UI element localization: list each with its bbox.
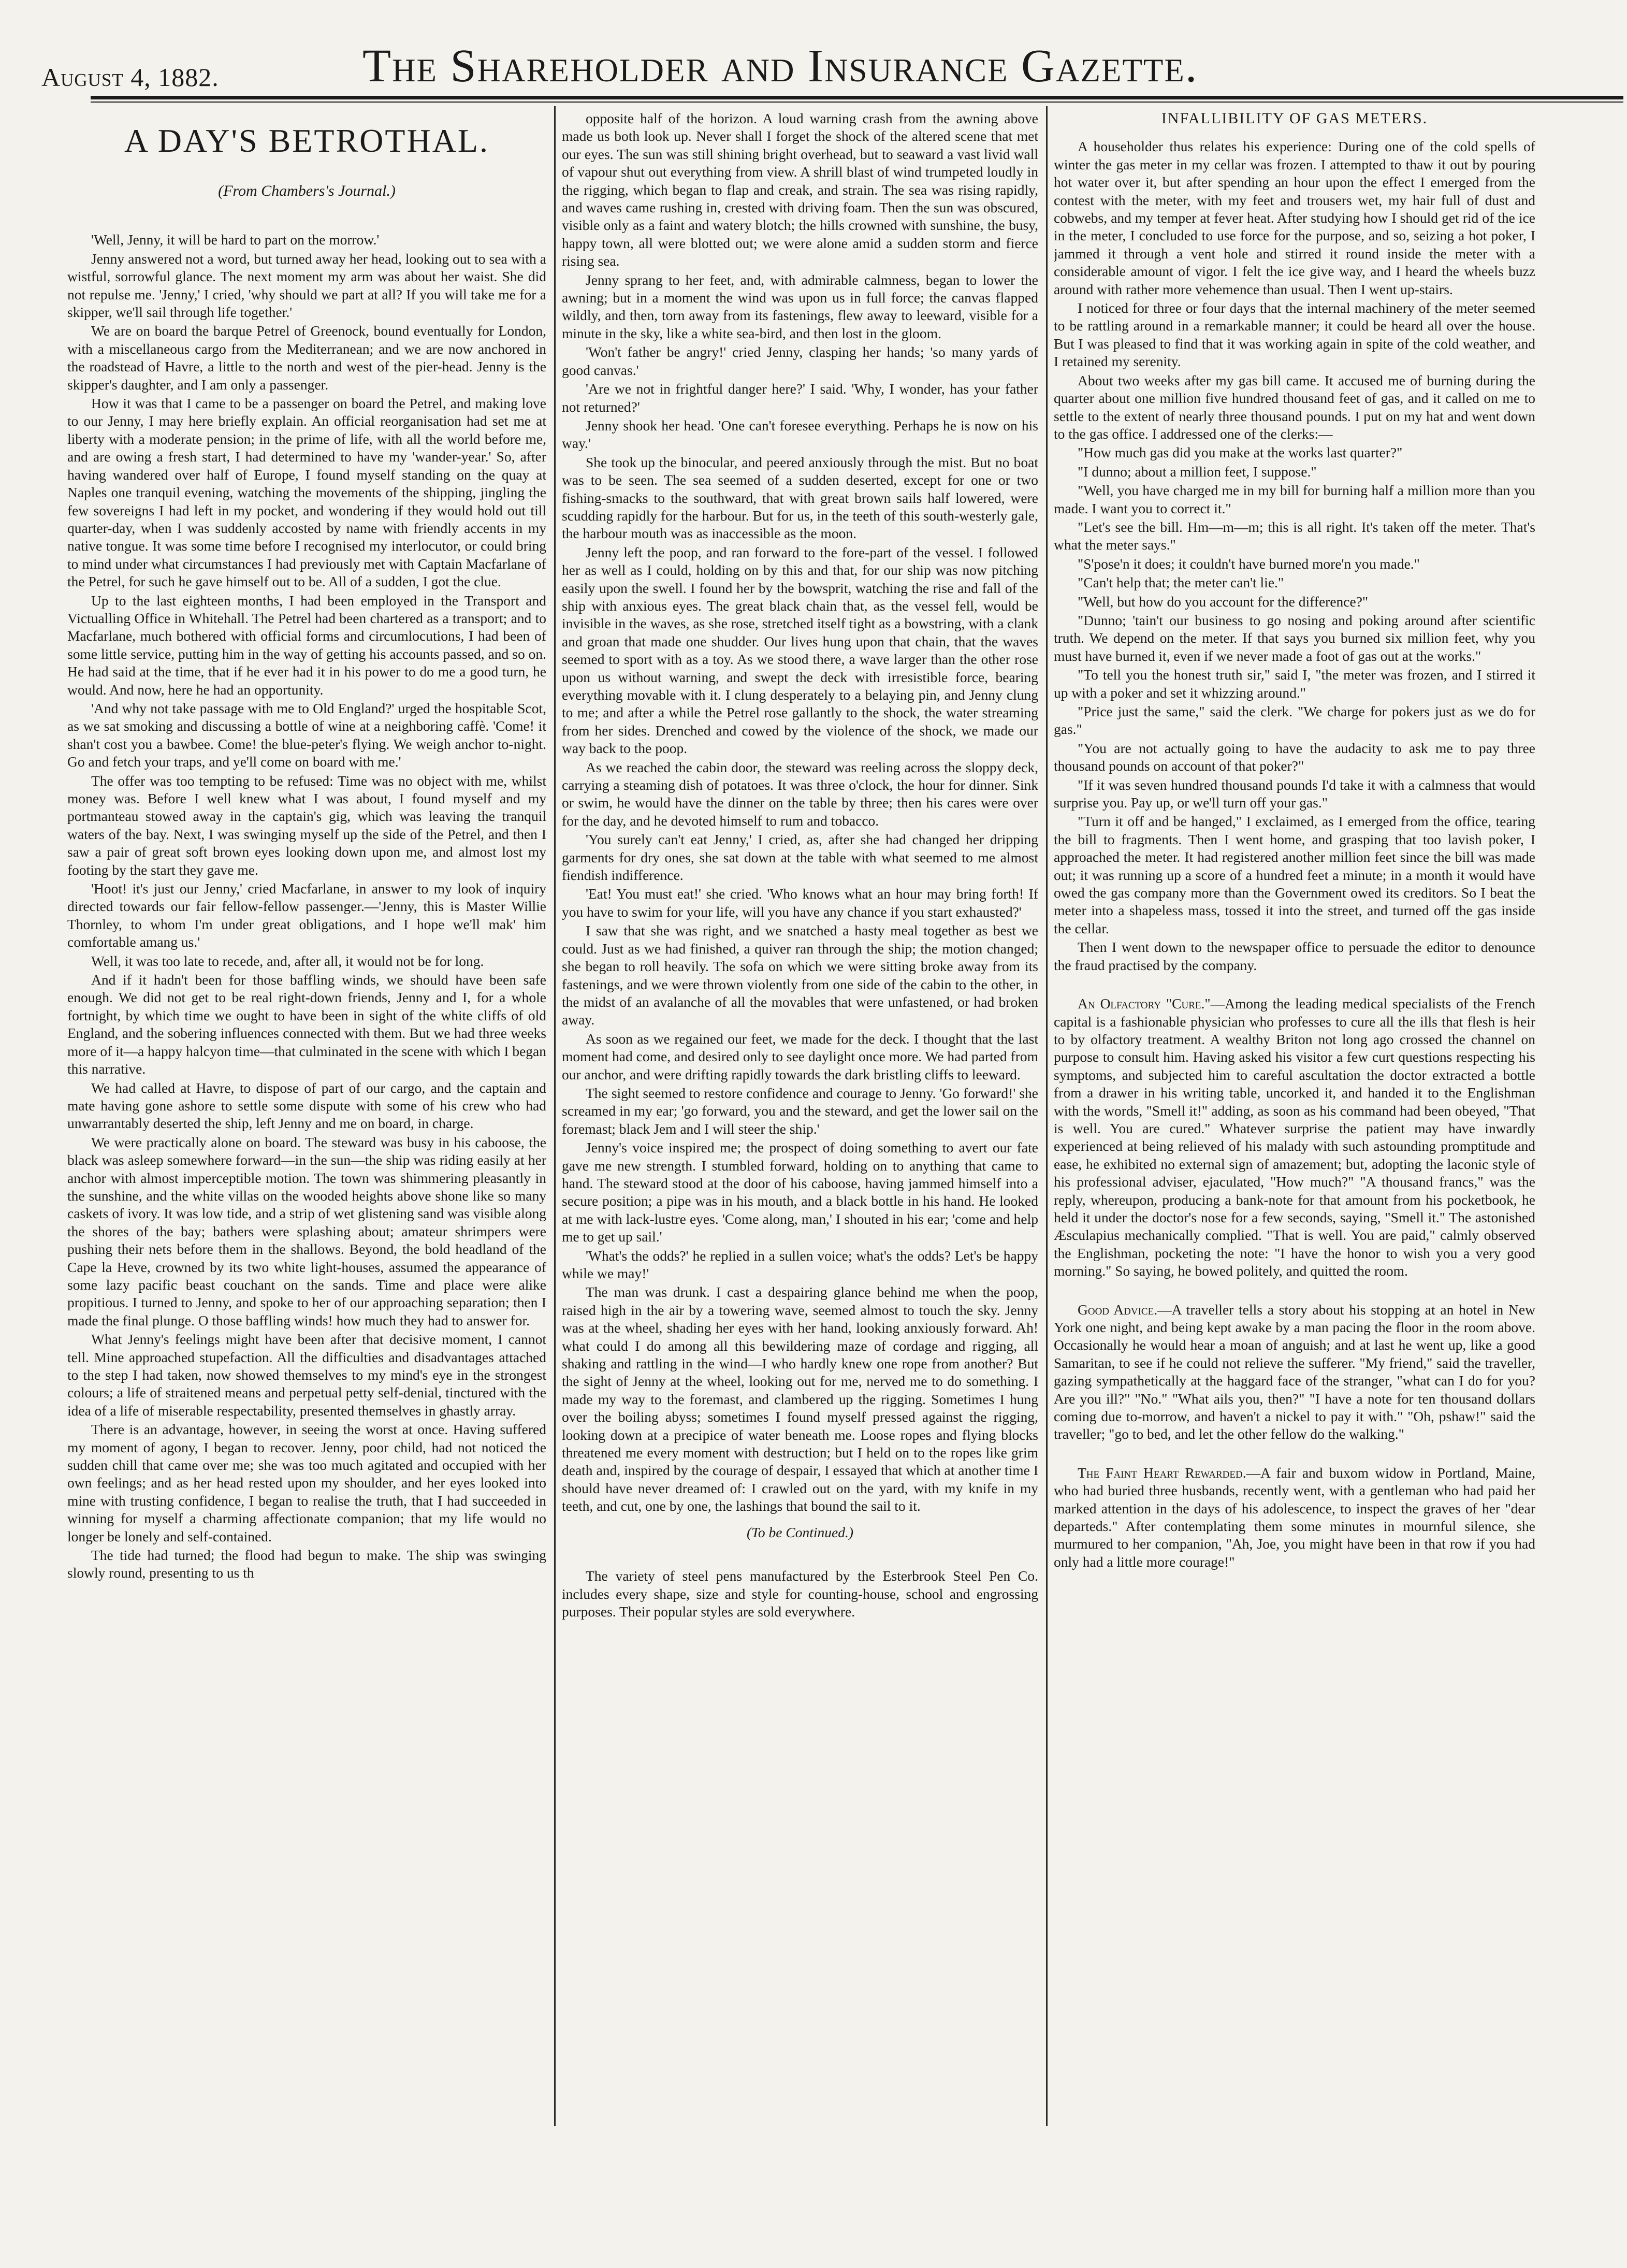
paragraph: "I dunno; about a million feet, I suppose." xyxy=(1078,463,1317,480)
paragraph: "Can't help that; the meter can't lie." xyxy=(1078,574,1284,591)
paragraph: "Price just the same," said the clerk. "We charge for pokers just as we do for gas." xyxy=(1054,703,1535,738)
paragraph: About two weeks after my gas bill came. It accused me of burning during the quarter about one million five hundred thousand feet of gas, and it called on me to settle to the extent of nearly three thousand pounds. I put on my hat and went down to the gas office. I addressed one of the clerks:— xyxy=(1054,372,1535,442)
column-divider xyxy=(554,106,556,2126)
paragraph: Jenny sprang to her feet, and, with admirable calmness, began to lower the awning; but in a moment the wind was upon us in full force; the canvas flapped wildly, and then, torn away from its fastenings, flew away to leeward, visible for a minute in the sky, like a white sea-bird, and then lost in the gloom. xyxy=(562,271,1038,341)
paragraph: How it was that I came to be a passenger on board the Petrel, and making love to our Jenny, I may here briefly explain. An official reorganisation had set me at liberty with a moderate pension; in the prime of life, with all the world before me, and are owing a fresh start, I had determined to have my 'wander-year.' So, after having wandered over half of Europe, I found myself standing on the quay at Naples one tranquil evening, watching the movements of the shipping, jingling the few sovereigns I had left in my pocket, and wondering if they would hold out till quarter-day, when I was suddenly accosted by name with friendly accents in my native tongue. It was some time before I recognised my interlocutor, or could bring to mind under what circumstances I had previously met with Captain Macfarlane of the Petrel, for such he gave himself out to be. All of a sudden, I got the clue. xyxy=(67,395,546,590)
paragraph: "To tell you the honest truth sir," said I, "the meter was frozen, and I stirred it up with a poker and set it whizzing around." xyxy=(1054,667,1535,701)
paragraph: "How much gas did you make at the works last quarter?" xyxy=(1078,444,1403,461)
paragraph: The tide had turned; the flood had begun to make. The ship was swinging slowly round, presenting to us th xyxy=(67,1547,546,1581)
newspaper-title: The Shareholder and Insurance Gazette. xyxy=(362,40,1198,92)
olfactory-cure-text: —Among the leading medical specialists of the French capital is a fashionable physician who professes to cure all the ills that flesh is heir to by olfactory treatment. A wealthy Briton not long ago crossed the channel on purpose to consult him. Having asked his visitor a few curt questions respecting his symptoms, and subjected him to careful ascultation the doctor extracted a bottle from a drawer in his writing table, uncorked it, and handed it to the Englishman with the words, "Smell it!" adding, as soon as his command had been obeyed, "That is well. You are cured." Whatever surprise the patient may have inwardly experienced at being relieved of his malady with such astounding promptitude and ease, he exhibited no external sign of amazement; but, adopting the laconic style of his professional adviser, ejaculated, "How much?" "A thousand francs," was the reply, whereupon, producing a bank-note for that amount from his pocketbook, he held it under the doctor's nose for a few seconds, saying, "Smell it." The astonished Æsculapius mechanically complied. "That is well. You are paid," calmly observed the Englishman, pocketing the note: "I have the honor to wish you a very good morning." So saying, he bowed politely, and quitted the room. xyxy=(1054,995,1535,1279)
story-title: A DAY'S BETROTHAL. xyxy=(124,122,489,159)
paragraph: opposite half of the horizon. A loud warning crash from the awning above made us both look up. Never shall I forget the shock of the altered scene that met our eyes. The sun was still shining bright overhead, but to seaward a vast livid wall of vapour shut out everything from view. A shrill blast of wind trumpeted loudly in the rigging, which began to flap and creak, and strain. The sea was rising rapidly, and waves came rushing in, crested with driving foam. Then the sun was obscured, visible only as a faint and watery blotch; the hills crowned with sunshine, the busy, happy town, all were blotted out; we were alone amid a sudden storm and fierce rising sea. xyxy=(562,110,1038,269)
paragraph: Then I went down to the newspaper office to persuade the editor to denounce the fraud practised by the company. xyxy=(1054,939,1535,973)
paragraph: A householder thus relates his experience: During one of the cold spells of winter the gas meter in my cellar was frozen. I attempted to thaw it out by pouring hot water over it, but after spending an hour upon the effect I emerged from the contest with the meter, with my feet and trousers wet, my hair full of dust and cobwebs, and my temper at fever heat. After studying how I should get rid of the ice in the meter, I concluded to use force for the purpose, and so, seizing a hot poker, I jammed it through a vent hole and stirred it round inside the meter with a considerable amount of vigor. I felt the ice give way, and I heard the wheels buzz around with rather more vehemence than usual. Then I went up-stairs. xyxy=(1054,138,1535,297)
paragraph: As soon as we regained our feet, we made for the deck. I thought that the last moment had come, and desired only to see daylight once more. We had parted from our anchor, and were drifting rapidly towards the dark bristling cliffs to leeward. xyxy=(562,1030,1038,1082)
paragraph: "Let's see the bill. Hm—m—m; this is all right. It's taken off the meter. That's what the meter says." xyxy=(1054,518,1535,553)
story-body-part-2 xyxy=(562,110,1038,1515)
paragraph: There is an advantage, however, in seeing the worst at once. Having suffered my moment of agony, I began to recover. Jenny, poor child, had not noticed the sudden chill that came over me; she was too much agitated and occupied with her own feelings; and as her head rested upon my shoulder, and her eyes looked into mine with trusting confidence, I began to realise the truth, that I had succeeded in winning for myself a charming affectionate companion; that my life would no longer be lonely and self-contained. xyxy=(67,1421,546,1544)
paragraph: 'You surely can't eat Jenny,' I cried, as, after she had changed her dripping garments for dry ones, she sat down at the table with what seemed to me almost fiendish indifference. xyxy=(562,831,1038,884)
issue-date: August 4, 1882. xyxy=(41,63,219,92)
paragraph: "S'pose'n it does; it couldn't have burned more'n you made." xyxy=(1078,555,1420,572)
olfactory-cure-heading: An Olfactory "Cure." xyxy=(1078,995,1211,1012)
paragraph: We had called at Havre, to dispose of part of our cargo, and the captain and mate having gone ashore to settle some dispute with some of his crew who had unwarrantably deserted the ship, left Jenny and me on board, in charge. xyxy=(67,1079,546,1132)
paragraph: She took up the binocular, and peered anxiously through the mist. But no boat was to be seen. The sea seemed of a sudden deserted, except for one or two fishing-smacks to the southward, that with great brown sails half lowered, were scudding rapidly for the harbour. But for us, in the teeth of this south-westerly gale, the harbour mouth was as inaccessible as the moon. xyxy=(562,454,1038,542)
paragraph: The man was drunk. I cast a despairing glance behind me when the poop, raised high in the air by a towering wave, seemed almost to touch the sky. Jenny was at the wheel, shading her eyes with her hand, looking anxiously forward. Ah! what could I do among all this bewildering maze of cordage and rigging, all shaking and rattling in the wind—I who hardly knew one rope from another? But the sight of Jenny at the wheel, looking out for me, nerved me to do something. I made my way to the foremast, and clambered up the rigging. Sometimes I hung over the boiling abyss; sometimes I found myself pressed against the rigging, looking down at a precipice of water beneath me. Loose ropes and flying blocks threatened me every moment with destruction; but I held on to the ropes like grim death and, inspired by the courage of despair, I essayed that which at another time I should have never dreamed of: I crawled out on the yard, with my knife in my teeth, and cut, one by one, the lashings that bound the sail to it. xyxy=(562,1284,1038,1514)
paragraph: We were practically alone on board. The steward was busy in his caboose, the black was asleep somewhere forward—in the sun—the ship was riding easily at her anchor with almost imperceptible motion. The town was shimmering pleasantly in the sunshine, and the white villas on the wooded heights above shone like so many caskets of ivory. It was low tide, and a strip of wet glistening sand was visible along the shores of the bay; bathers were splashing about; amateur shrimpers were pushing their nets before them in the shallows. Beyond, the bold headland of the Cape la Heve, crowned by its two white light-houses, assumed the appearance of some lazy pacific beast couchant on the sands. Time and place were alike propitious. I turned to Jenny, and spoke to her of our approaching separation; then I made the final plunge. O those baffling winds! how much they had to answer for. xyxy=(67,1134,546,1328)
paragraph: We are on board the barque Petrel of Greenock, bound eventually for London, with a miscellaneous cargo from the Mediterranean; and we are now anchored in the roadstead of Havre, a little to the north and west of the pier-head. Jenny is the skipper's daughter, and I am only a passenger. xyxy=(67,323,546,393)
paragraph: Jenny shook her head. 'One can't foresee everything. Perhaps he is now on his way.' xyxy=(562,417,1038,452)
olfactory-cure-item xyxy=(1054,995,1535,1280)
paragraph: "Dunno; 'tain't our business to go nosing and poking around after scientific truth. We depend on the meter. If that says you burned six million feet, why you must have burned it, even if we never made a foot of gas out at the works." xyxy=(1054,612,1535,664)
good-advice-heading: Good Advice. xyxy=(1078,1301,1158,1318)
paragraph: Well, it was too late to recede, and, after all, it would not be for long. xyxy=(91,952,484,969)
faint-heart-text: —A fair and buxom widow in Portland, Maine, who had buried three husbands, recently went, with a gentleman who had paid her marked attention in the days of his adolescence, to inspect the graves of her "dear departeds." After contemplating them some minutes in mournful silence, she murmured to her companion, "Ah, Joe, you might have been in that row if you had only had a little more courage!" xyxy=(1054,1464,1535,1570)
paragraph: I saw that she was right, and we snatched a hasty meal together as best we could. Just as we had finished, a quiver ran through the ship; the motion changed; she began to roll heavily. The sofa on which we were sitting broke away from its fastenings, and we were thrown violently from one side of the cabin to the other, in the midst of an avalanche of all the movables that were unfastened, or had broken away. xyxy=(562,922,1038,1028)
paragraph: Jenny's voice inspired me; the prospect of doing something to avert our fate gave me new strength. I stumbled forward, holding on to anything that came to hand. The steward stood at the door of his caboose, having jammed himself into a secure position; a pipe was in his mouth, and a black bottle in his hand. He looked at me with lack-lustre eyes. 'Come along, man,' I shouted in his ear; 'come and help me to get up sail.' xyxy=(562,1139,1038,1245)
paragraph: "Well, you have charged me in my bill for burning half a million more than you made. I want you to correct it." xyxy=(1054,482,1535,516)
column-3 xyxy=(1054,110,1535,2130)
masthead-rule-thin xyxy=(91,102,1623,103)
paragraph: 'And why not take passage with me to Old England?' urged the hospitable Scot, as we sat smoking and discussing a bottle of wine at a neighboring caffè. 'Come! it shan't cost you a bawbee. Come! the blue-peter's flying. We weigh anchor to-night. Go and fetch your traps, and ye'll come on board with me.' xyxy=(67,700,546,770)
good-advice-item xyxy=(1054,1301,1535,1443)
paragraph: 'Are we not in frightful danger here?' I said. 'Why, I wonder, has your father not returned?' xyxy=(562,381,1038,415)
good-advice-text: —A traveller tells a story about his stopping at an hotel in New York one night, and being kept awake by a man pacing the floor in the room above. Occasionally he would hear a moan of anguish; and at last he went up, like a good Samaritan, to see if he could not relieve the sufferer. "My friend," said the traveller, gazing sympathetically at the haggard face of the stranger, "what can I do for you? Are you ill?" "No." "What ails you, then?" "I have a note for ten thousand dollars coming due to-morrow, and haven't a nickel to pay it with." "Oh, pshaw!" said the traveller; "go to bed, and let the other fellow do the walking." xyxy=(1054,1301,1535,1442)
paragraph: The offer was too tempting to be refused: Time was no object with me, whilst money was. Before I well knew what I was about, I found myself and my portmanteau stowed away in the captain's gig, which was leaving the tranquil waters of the bay. Next, I was swinging myself up the side of the Petrel, and then I saw a pair of great soft brown eyes looking down upon me, and almost lost my footing by the start they gave me. xyxy=(67,772,546,878)
faint-heart-item xyxy=(1054,1464,1535,1571)
column-1 xyxy=(67,110,546,2130)
paragraph: "Turn it off and be hanged," I exclaimed, as I emerged from the office, tearing the bill to fragments. Then I went home, and grasping that too lavish poker, I approached the meter. It had registered another million feet since the bill was made out; it was running up a score of a hundred feet a minute; in a month it would have owed the gas company more than the Government owed its creditors. So I beat the meter into a shapeless mass, tossed it into the street, and turned off the gas inside the cellar. xyxy=(1054,813,1535,936)
masthead xyxy=(0,0,1627,98)
gas-meters-article xyxy=(1054,138,1535,974)
faint-heart-heading: The Faint Heart Rewarded. xyxy=(1078,1464,1246,1481)
paragraph: 'Eat! You must eat!' she cried. 'Who knows what an hour may bring forth! If you have to swim for your life, will you have any chance if you start exhausted?' xyxy=(562,886,1038,920)
paragraph: 'Won't father be angry!' cried Jenny, clasping her hands; 'so many yards of good canvas.' xyxy=(562,344,1038,378)
column-divider xyxy=(1046,106,1048,2126)
masthead-rule xyxy=(91,96,1623,99)
column-2 xyxy=(562,110,1038,2130)
paragraph: Jenny answered not a word, but turned away her head, looking out to sea with a wistful, sorrowful glance. The next moment my arm was about her waist. She did not repulse me. 'Jenny,' I cried, 'why should we part at all? If you will take me for a skipper, we'll sail through life together.' xyxy=(67,250,546,321)
paragraph: I noticed for three or four days that the internal machinery of the meter seemed to be rattling around in a remarkable manner; it could be heard all over the house. But I was pleased to find that it was working again in spite of the cold weather, and I retained my serenity. xyxy=(1054,300,1535,370)
story-body-part-1 xyxy=(67,231,546,1582)
paragraph: What Jenny's feelings might have been after that decisive moment, I cannot tell. Mine approached stupefaction. All the difficulties and disadvantages attached to the step I had taken, now showed themselves to my mind's eye in the strongest colours; a life of straitened means and perpetual petty self-denial, tinctured with the idea of a life of miserable respectability, presented themselves in ghastly array. xyxy=(67,1331,546,1419)
paragraph: Jenny left the poop, and ran forward to the fore-part of the vessel. I followed her as well as I could, holding on by this and that, for our ship was now pitching easily upon the swell. I found her by the bowsprit, watching the rise and fall of the ship with anxious eyes. The great black chain that, as the vessel fell, would be invisible in the waves, as she rose, stretched itself tight as a bowstring, with a clank and groan that made one shudder. Our lives hung upon that chain, that the waves seemed to sport with as a toy. As we stood there, a wave larger than the other rose upon us without warning, and swept the deck with irresistible force, bearing everything movable with it. I clung desperately to a belaying pin, and Jenny clung to me; and after a while the Petrel rose gallantly to the shock, the water streaming from her sides. Drenched and cowed by the violence of the shock, we made our way back to the poop. xyxy=(562,544,1038,757)
paragraph: "If it was seven hundred thousand pounds I'd take it with a calmness that would surprise you. Pay up, or we'll turn off your gas." xyxy=(1054,776,1535,811)
paragraph: "Well, but how do you account for the difference?" xyxy=(1078,593,1369,610)
paragraph: And if it hadn't been for those baffling winds, we should have been safe enough. We did not get to be real right-down friends, Jenny and I, for a whole fortnight, by which time we ought to have been in sight of the white cliffs of old England, and the sobering influences connected with them. But we had three weeks more of it—a happy halcyon time—that culminated in the scene with which I began this narrative. xyxy=(67,972,546,1077)
paragraph: The sight seemed to restore confidence and courage to Jenny. 'Go forward!' she screamed in my ear; 'go forward, you and the steward, and get the lower sail on the foremast; black Jem and I will steer the ship.' xyxy=(562,1085,1038,1137)
to-be-continued: (To be Continued.) xyxy=(747,1524,853,1540)
gas-meters-heading: INFALLIBILITY OF GAS METERS. xyxy=(1161,110,1428,127)
paragraph: 'Hoot! it's just our Jenny,' cried Macfarlane, in answer to my look of inquiry directed towards our fair fellow-fellow passenger.—'Jenny, this is Master Willie Thornley, to whom I'm under great obligations, and I hope we'll mak' him comfortable amang us.' xyxy=(67,880,546,950)
pen-advert: The variety of steel pens manufactured by the Esterbrook Steel Pen Co. includes every shape, size and style for counting-house, school and engrossing purposes. Their popular styles are sold everywhere. xyxy=(562,1568,1038,1620)
paragraph: As we reached the cabin door, the steward was reeling across the sloppy deck, carrying a steaming dish of potatoes. It was three o'clock, the hour for dinner. Sink or swim, he would have the dinner on the table by three; then his cares were over for the day, and he devoted himself to rum and tobacco. xyxy=(562,759,1038,829)
paragraph: "You are not actually going to have the audacity to ask me to pay three thousand pounds on account of that poker?" xyxy=(1054,740,1535,774)
paragraph: Up to the last eighteen months, I had been employed in the Transport and Victualling Office in Whitehall. The Petrel had been chartered as a transport; and to Macfarlane, much bothered with official forms and circumlocutions, I had been of some little service, putting him in the way of getting his accounts passed, and so on. He had said at the time, that if he ever had it in his power to do me a good turn, he would. And now, here he had an opportunity. xyxy=(67,592,546,698)
paragraph: 'Well, Jenny, it will be hard to part on the morrow.' xyxy=(91,232,380,248)
paragraph: 'What's the odds?' he replied in a sullen voice; what's the odds? Let's be happy while we may!' xyxy=(562,1247,1038,1281)
story-source: (From Chambers's Journal.) xyxy=(218,182,396,199)
